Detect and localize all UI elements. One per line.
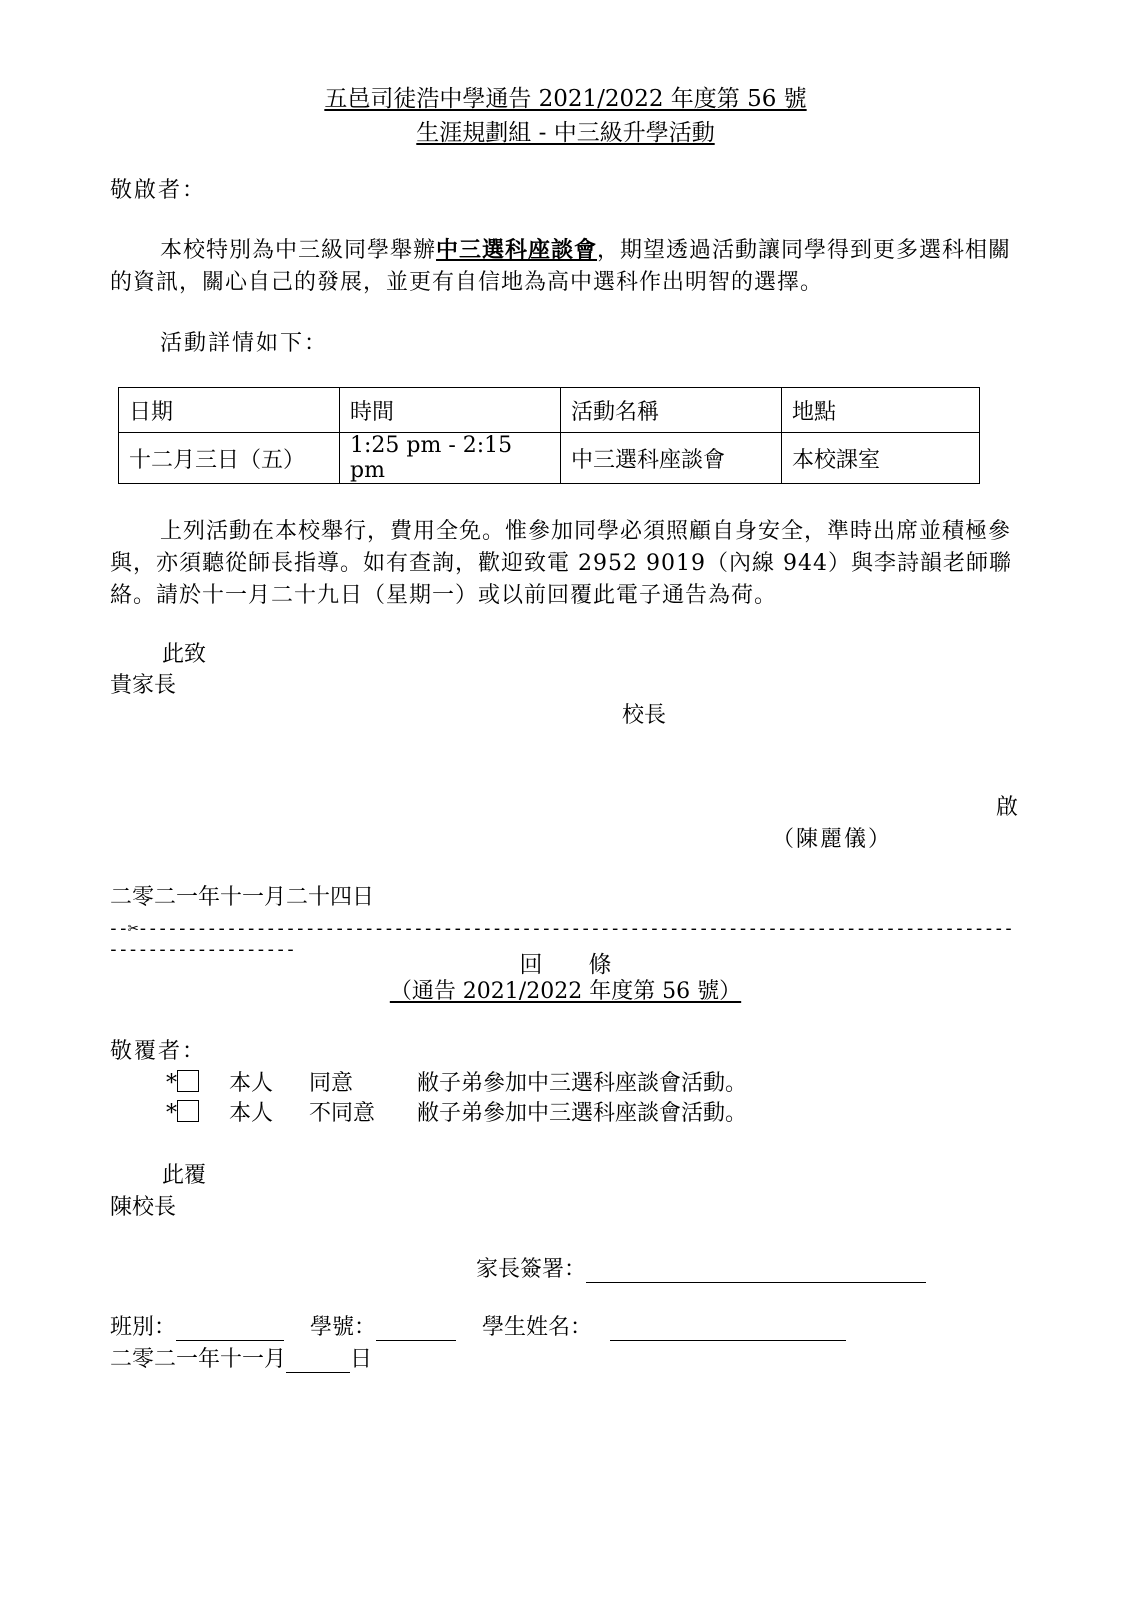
option-text: 敝子弟參加中三選科座談會活動。	[417, 1101, 748, 1126]
reply-title: 回 條	[519, 952, 612, 978]
student-number-field[interactable]	[376, 1316, 456, 1341]
intro-highlight: 中三選科座談會	[436, 237, 598, 263]
activity-table	[118, 387, 980, 484]
student-name-field[interactable]	[610, 1316, 846, 1341]
student-name-label: 學生姓名：	[482, 1315, 593, 1340]
student-info-row	[110, 1310, 846, 1341]
table-cell: 中三選科座談會	[561, 433, 782, 484]
option-text: 敝子弟參加中三選科座談會活動。	[417, 1071, 748, 1096]
reply-date-prefix: 二零二一年十一月	[110, 1347, 287, 1372]
principal-label: 校長	[622, 703, 667, 728]
notice-subtitle: 生涯規劃組 - 中三級升學活動	[416, 120, 715, 146]
disagree-checkbox[interactable]	[177, 1100, 199, 1122]
asterisk: *	[166, 1101, 177, 1126]
closing-line-2: 貴家長	[110, 673, 177, 698]
intro-text-after: ，期望透過活動讓同學得到更多選科相關的資訊，關心自己的發展，並更有自信地為高中選科作出明智的選擇。	[110, 238, 1012, 295]
agree-checkbox[interactable]	[177, 1070, 199, 1092]
closing-line-1: 此致	[162, 642, 207, 667]
signature-label: 家長簽署：	[476, 1257, 587, 1282]
reply-date-row	[110, 1342, 372, 1373]
scissors-icon: ✂	[127, 918, 138, 939]
asterisk: *	[166, 1071, 177, 1096]
reply-reference-text: （通告 2021/2022 年度第 56 號）	[389, 979, 742, 1004]
student-number-label: 學號：	[310, 1315, 377, 1340]
table-header-cell: 日期	[119, 388, 340, 433]
intro-text-before: 本校特別為中三級同學舉辦	[160, 238, 437, 263]
details-label: 活動詳情如下：	[160, 331, 329, 356]
notice-title: 五邑司徒浩中學通告 2021/2022 年度第 56 號	[324, 86, 807, 112]
table-header-cell: 活動名稱	[561, 388, 782, 433]
table-header-cell: 時間	[340, 388, 561, 433]
notice-date: 二零二一年十一月二十四日	[110, 885, 375, 910]
reply-closing-2: 陳校長	[110, 1195, 177, 1220]
option-disagree	[166, 1096, 747, 1127]
table-header-cell: 地點	[782, 388, 980, 433]
reply-reference	[0, 974, 1131, 1005]
signature-field[interactable]	[586, 1258, 926, 1283]
class-label: 班別：	[110, 1315, 177, 1340]
table-row	[119, 433, 980, 484]
reply-closing-1: 此覆	[162, 1163, 207, 1188]
reply-day-field[interactable]	[286, 1348, 350, 1373]
table-cell: 本校課室	[782, 433, 980, 484]
table-cell: 十二月三日（五）	[119, 433, 340, 484]
table-cell: 1:25 pm - 2:15 pm	[340, 433, 561, 484]
reply-salutation: 敬覆者：	[110, 1039, 207, 1064]
principal-name: （陳麗儀）	[772, 827, 893, 852]
intro-paragraph	[110, 234, 1026, 299]
salutation: 敬啟者：	[110, 178, 207, 203]
option-choice-disagree: 不同意	[309, 1101, 376, 1126]
qi-label: 啟	[996, 795, 1019, 820]
option-agree	[166, 1066, 747, 1097]
class-field[interactable]	[176, 1316, 284, 1341]
signature-row	[476, 1252, 926, 1283]
reply-date-suffix: 日	[350, 1347, 373, 1372]
option-person: 本人	[229, 1101, 274, 1126]
table-header-row	[119, 388, 980, 433]
cut-line: --✂------------------------------------------------------------------------------------------------------------	[108, 918, 1014, 960]
body-paragraph: 上列活動在本校舉行，費用全免。惟參加同學必須照顧自身安全，準時出席並積極參與，亦須聽從師長指導。如有查詢，歡迎致電 2952 9019（內線 944）與李詩韻老師聯絡。請於十一月二十九日（星期一）或以前回覆此電子通告為荷。	[110, 519, 1012, 608]
option-choice-agree: 同意	[309, 1071, 354, 1096]
option-person: 本人	[229, 1071, 274, 1096]
